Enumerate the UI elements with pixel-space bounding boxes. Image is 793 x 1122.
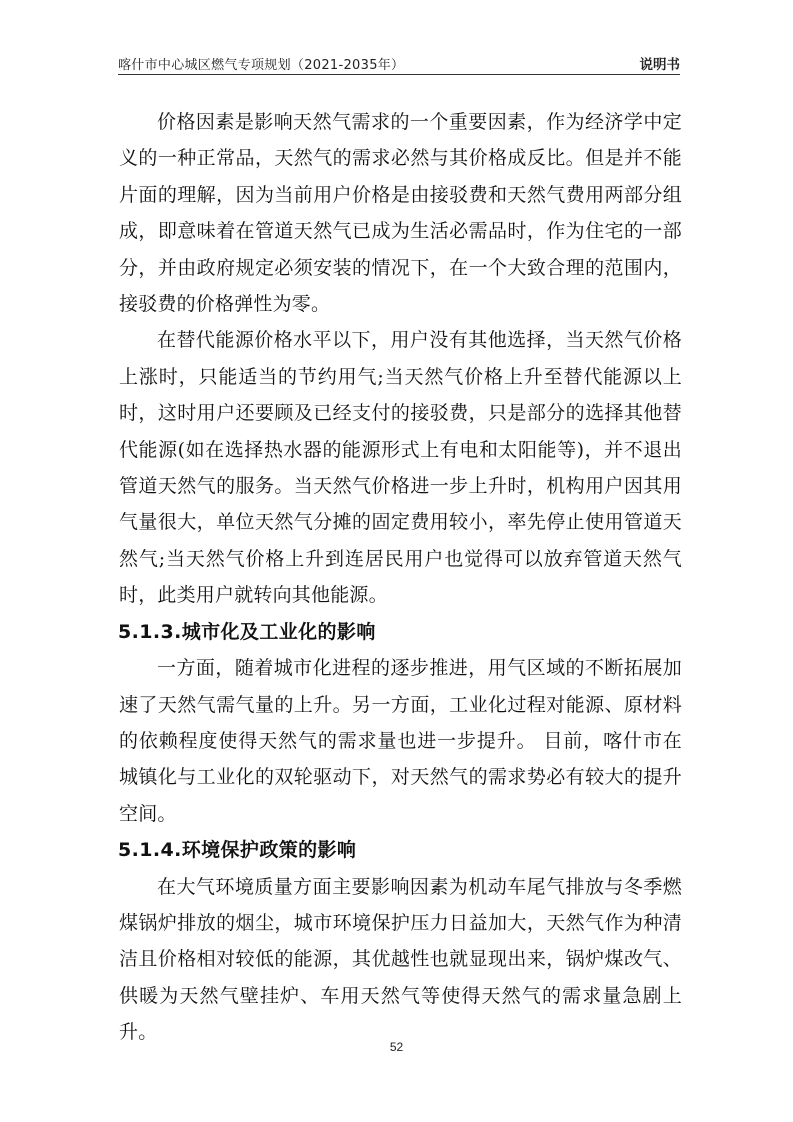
paragraph-substitute-energy: 在替代能源价格水平以下，用户没有其他选择，当天然气价格上涨时，只能适当的节约用气;当天然气价格上升至替代能源以上时，这时用户还要顾及已经支付的接驳费，只是部分的选择其他替代能源(如在选择热水器的能源形式上有电和太阳能等)，并不退出管道天然气的服务。当天然气价格进一步上升时，机构用户因其用气量很大，单位天然气分摊的固定费用较小，率先停止使用管道天然气;当天然气价格上升到连居民用户也觉得可以放弃管道天然气时，此类用户就转向其他能源。 xyxy=(119,329,682,607)
document-title: 喀什市中心城区燃气专项规划（2021-2035年） xyxy=(118,58,405,73)
page-header xyxy=(118,50,680,72)
section-heading-environment: 5.1.4.环境保护政策的影响 xyxy=(118,839,357,862)
section-heading-urbanization: 5.1.3.城市化及工业化的影响 xyxy=(118,620,376,643)
document-section-label: 说明书 xyxy=(639,57,680,73)
paragraph-environment: 在大气环境质量方面主要影响因素为机动车尾气排放与冬季燃煤锅炉排放的烟尘，城市环境保护压力日益加大，天然气作为种清洁且价格相对较低的能源，其优越性也就显现出来，锅炉煤改气、供暖为天然气壁挂炉、车用天然气等使得天然气的需求量急剧上升。 xyxy=(119,875,682,1044)
paragraph-price-factor: 价格因素是影响天然气需求的一个重要因素，作为经济学中定义的一种正常品，天然气的需求必然与其价格成反比。但是并不能片面的理解，因为当前用户价格是由接驳费和天然气费用两部分组成，即意味着在管道天然气已成为生活必需品时，作为住宅的一部分，并由政府规定必须安装的情况下，在一个大致合理的范围内，接驳费的价格弹性为零。 xyxy=(119,111,682,316)
header-divider xyxy=(118,74,680,75)
main-content xyxy=(119,104,682,1051)
page-number: 52 xyxy=(389,1040,404,1054)
paragraph-urbanization: 一方面，随着城市化进程的逐步推进，用气区域的不断拓展加速了天然气需气量的上升。另一方面，工业化过程对能源、原材料的依赖程度使得天然气的需求量也进一步提升。 目前，喀什市在城镇化与工业化的双轮驱动下，对天然气的需求势必有较大的提升空间。 xyxy=(119,657,682,825)
